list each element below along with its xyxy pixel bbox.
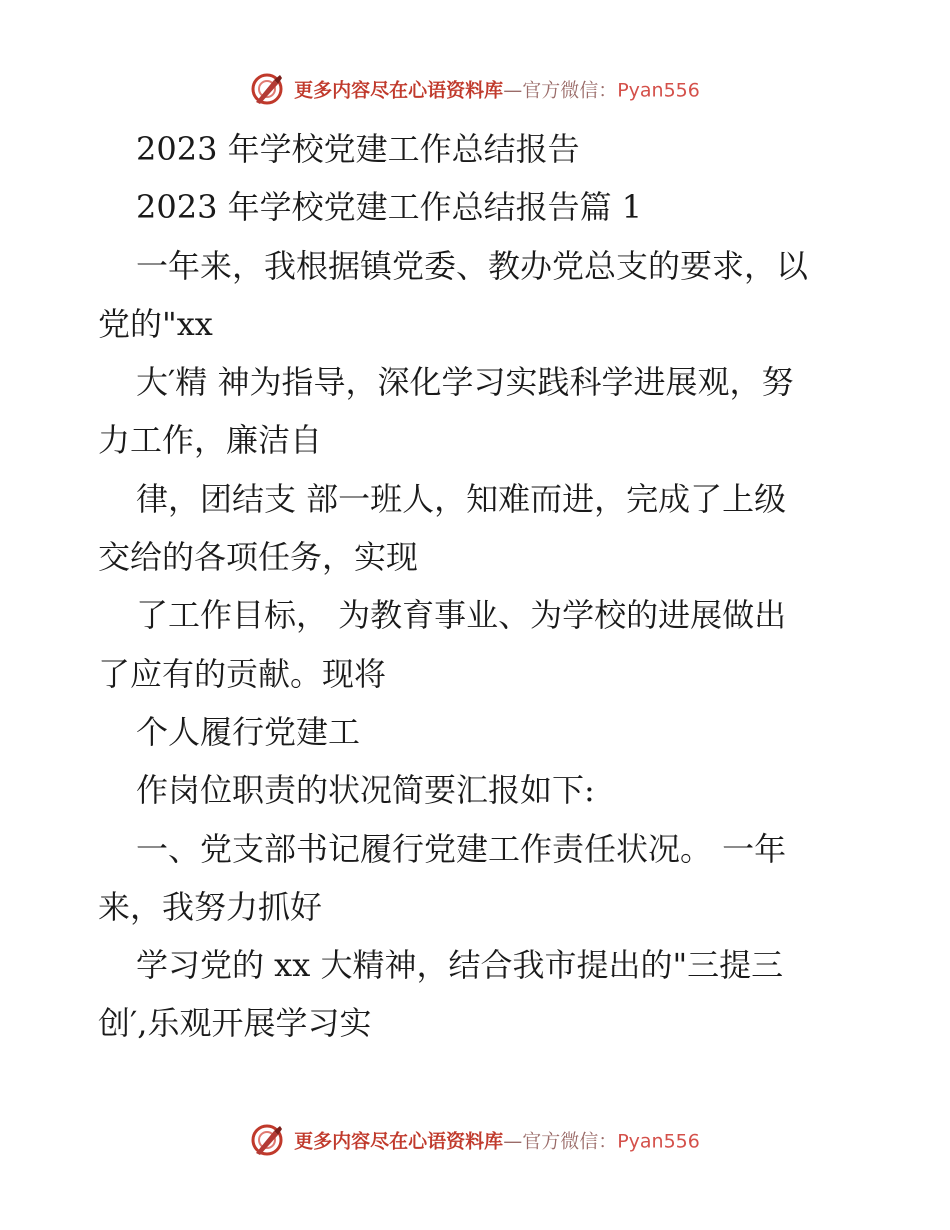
document-body [98, 120, 858, 1053]
pen-logo-icon [250, 1123, 284, 1157]
document-title: 2023 年学校党建工作总结报告 [136, 130, 580, 168]
paragraph-line: 一年来，我根据镇党委、教办党总支的要求，以 [136, 246, 809, 285]
header-separator-text: —官方微信： [503, 79, 618, 102]
header-wechat-id: Pyan556 [617, 79, 700, 102]
section-heading-line: 一、党支部书记履行党建工作责任状况。 一年 [136, 829, 787, 868]
paragraph-line: 了应有的贡献。现将 [98, 654, 387, 693]
paragraph-line: 学习党的 xx 大精神，结合我市提出的"三提三 [136, 946, 784, 985]
footer-separator-text: —官方微信： [503, 1130, 618, 1153]
footer-wechat-id: Pyan556 [617, 1130, 700, 1153]
paragraph-line: 个人履行党建工 [136, 712, 361, 751]
paragraph-line: 律，团结支 部一班人，知难而进，完成了上级 [136, 479, 787, 518]
header-watermark [0, 72, 950, 106]
paragraph-line: 创′,乐观开展学习实 [98, 1004, 372, 1043]
footer-watermark [0, 1123, 950, 1157]
pen-logo-icon [250, 72, 284, 106]
paragraph-line: 作岗位职责的状况简要汇报如下: [136, 771, 595, 810]
header-brand-text: 更多内容尽在心语资料库 [294, 79, 504, 102]
document-subtitle: 2023 年学校党建工作总结报告篇 1 [136, 188, 643, 227]
paragraph-line: 交给的各项任务，实现 [98, 538, 419, 577]
paragraph-line: 大′精 神为指导，深化学习实践科学进展观，努 [136, 363, 794, 402]
paragraph-line: 来，我努力抓好 [98, 887, 323, 926]
paragraph-line: 了工作目标， 为教育事业、为学校的进展做出 [136, 596, 787, 635]
paragraph-line: 力工作，廉洁自 [98, 421, 323, 460]
footer-brand-text: 更多内容尽在心语资料库 [294, 1130, 504, 1153]
paragraph-line: 党的"xx [98, 304, 213, 343]
